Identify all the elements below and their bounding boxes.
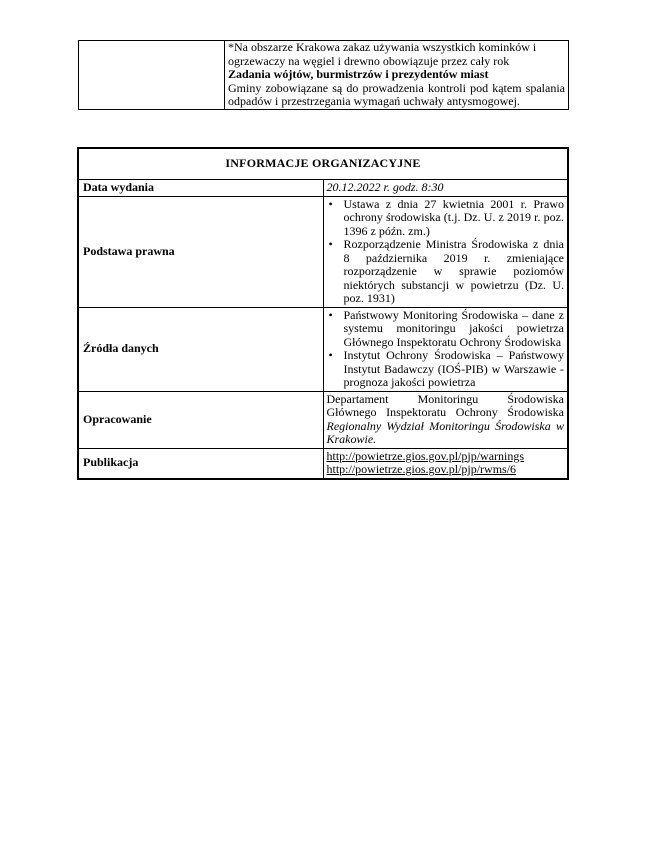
table-row [78,391,568,448]
table-row [78,448,568,479]
row-label: Publikacja [78,448,323,479]
publication-links [323,448,568,479]
list-item: • Instytut Ochrony Środowiska – Państwowy Instytut Badawczy (IOŚ-PIB) w Warszawie - prognoza jakości powietrza [327,349,565,390]
row-label: Źródła danych [78,307,323,391]
table-row [78,307,568,391]
issue-date: 20.12.2022 r. godz. 8:30 [323,180,568,197]
info-table-title: INFORMACJE ORGANIZACYJNE [78,148,568,180]
table-row [78,196,568,307]
list-item: • Rozporządzenie Ministra Środowiska z dnia 8 października 2019 r. zmieniające rozporządzenie w sprawie poziomów niektórych substancji w powietrzu (Dz. U. poz. 1931) [327,238,565,306]
kindling-ban-note: *Na obszarze Krakowa zakaz używania wszystkich kominków i ogrzewaczy na węgiel i drewno obowiązuje przez cały rok [228,40,537,68]
table-row [78,180,568,197]
row-label: Data wydania [78,180,323,197]
row-label: Opracowanie [78,391,323,448]
prepared-by-plain: Departament Monitoringu Środowiska Głównego Inspektoratu Ochrony Środowiska [326,391,564,419]
list-item: • Ustawa z dnia 27 kwietnia 2001 r. Prawo ochrony środowiska (t.j. Dz. U. z 2019 r. poz. 1396 z późn. zm.) [327,198,565,239]
prepared-by-italic: Regionalny Wydział Monitoringu Środowiska w Krakowie. [326,418,564,446]
prepared-by [323,391,568,448]
data-sources-list [323,307,568,391]
warnings-link[interactable]: http://powietrze.gios.gov.pl/pjp/warnings [326,448,525,463]
top-table [78,40,569,110]
rwms-link[interactable]: http://powietrze.gios.gov.pl/pjp/rwms/6 [326,462,517,476]
tasks-text: Gminy zobowiązane są do prowadzenia kontroli pod kątem spalania odpadów i przestrzegania wymagań uchwały antysmogowej. [228,80,565,108]
row-label: Podstawa prawna [78,196,323,307]
info-table [77,147,569,480]
list-item: • Państwowy Monitoring Środowiska – dane z systemu monitoringu jakości powietrza Głównego Inspektoratu Ochrony Środowiska [327,309,565,350]
legal-basis-list [323,196,568,307]
tasks-heading: Zadania wójtów, burmistrzów i prezydentów miast [228,67,489,81]
empty-cell [79,41,225,110]
content-cell [225,41,569,110]
